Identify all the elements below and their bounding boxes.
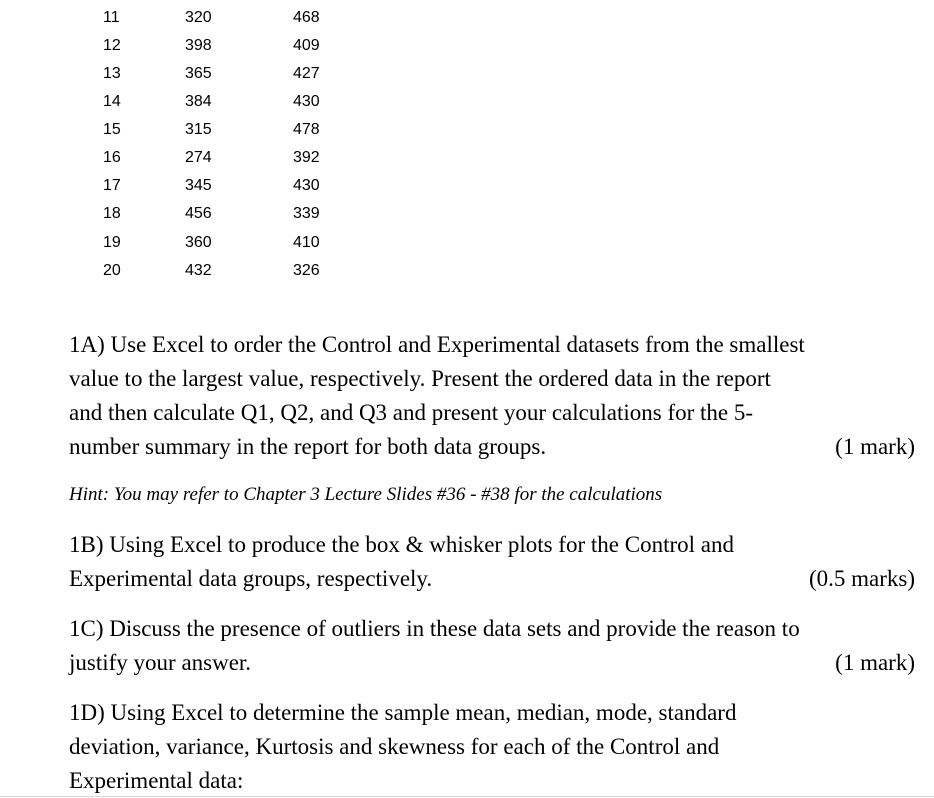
question-1b-marks: (0.5 marks) <box>808 566 915 591</box>
control-value: 365 <box>185 65 212 82</box>
control-value: 315 <box>185 121 212 138</box>
question-1b-last-line <box>69 562 915 596</box>
question-1c <box>69 612 915 680</box>
control-value: 456 <box>185 205 212 222</box>
row-id: 18 <box>103 205 121 222</box>
row-id: 19 <box>103 234 121 251</box>
experimental-value: 430 <box>293 177 320 194</box>
question-1d-line: Experimental data: <box>69 768 244 793</box>
question-1d <box>69 696 915 798</box>
control-value: 432 <box>185 262 212 279</box>
page-bottom-divider <box>0 796 934 797</box>
experimental-value: 427 <box>293 65 320 82</box>
control-value: 398 <box>185 37 212 54</box>
row-id: 11 <box>103 9 120 26</box>
experimental-value: 339 <box>293 205 320 222</box>
experimental-value: 468 <box>293 9 320 26</box>
question-1a-last-line <box>69 430 915 464</box>
row-id: 14 <box>103 93 121 110</box>
question-1a-line: 1A) Use Excel to order the Control and Experimental datasets from the smallest <box>69 332 805 357</box>
question-1c-last-line <box>69 646 915 680</box>
experimental-value: 410 <box>293 234 320 251</box>
question-1a-line: and then calculate Q1, Q2, and Q3 and present your calculations for the 5- <box>69 400 754 425</box>
question-1b-text: Experimental data groups, respectively. <box>69 566 433 591</box>
experimental-value: 409 <box>293 37 320 54</box>
control-value: 274 <box>185 149 212 166</box>
question-1a-text: number summary in the report for both data groups. <box>69 434 547 459</box>
question-1b <box>69 528 915 596</box>
control-value: 384 <box>185 93 212 110</box>
control-value: 360 <box>185 234 212 251</box>
question-1a-line: value to the largest value, respectively. Present the ordered data in the report <box>69 366 771 391</box>
experimental-value: 478 <box>293 121 320 138</box>
question-1d-line: deviation, variance, Kurtosis and skewness for each of the Control and <box>69 734 720 759</box>
experimental-value: 430 <box>293 93 320 110</box>
experimental-value: 392 <box>293 149 320 166</box>
control-value: 345 <box>185 177 212 194</box>
hint-text: Hint: You may refer to Chapter 3 Lecture Slides #36 - #38 for the calculations <box>69 484 663 505</box>
question-1b-line: 1B) Using Excel to produce the box & whisker plots for the Control and <box>69 532 734 557</box>
row-id: 13 <box>103 65 121 82</box>
row-id: 12 <box>103 37 121 54</box>
question-1a-marks: (1 mark) <box>835 434 915 459</box>
question-1d-line: 1D) Using Excel to determine the sample mean, median, mode, standard <box>69 700 737 725</box>
question-1c-marks: (1 mark) <box>835 650 915 675</box>
question-1a <box>69 328 915 464</box>
question-1c-line: 1C) Discuss the presence of outliers in these data sets and provide the reason to <box>69 616 800 641</box>
control-value: 320 <box>185 9 212 26</box>
experimental-value: 326 <box>293 262 320 279</box>
question-1c-text: justify your answer. <box>69 650 252 675</box>
row-id: 20 <box>103 262 121 279</box>
row-id: 17 <box>103 177 121 194</box>
row-id: 15 <box>103 121 121 138</box>
row-id: 16 <box>103 149 121 166</box>
